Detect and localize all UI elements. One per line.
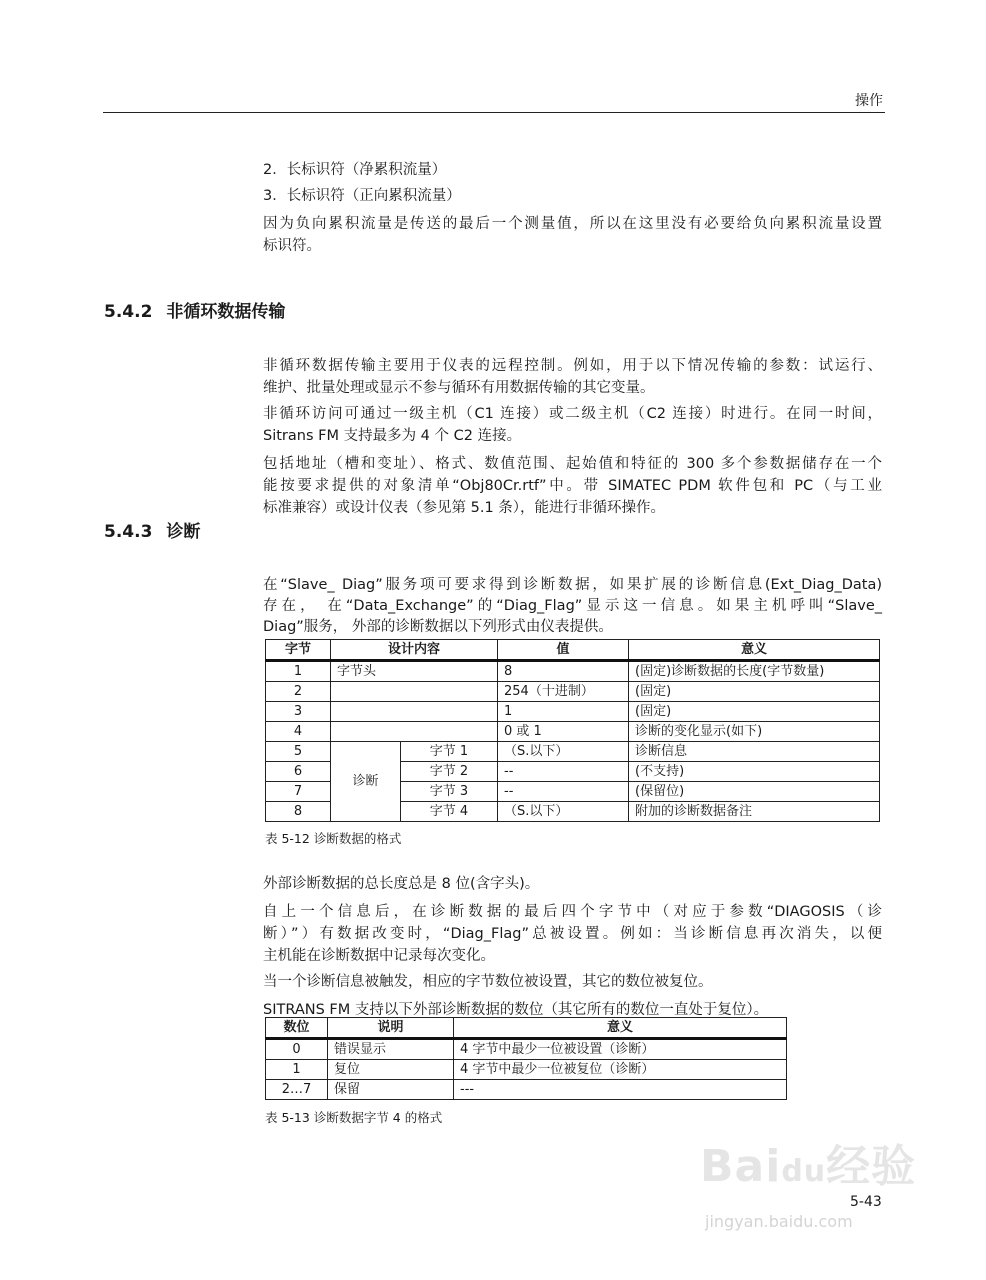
table-cell: 字节头 [331,661,498,682]
paragraph-line: 当一个诊断信息被触发，相应的字节数位被设置，其它的数位被复位。 [263,974,713,990]
baidu-watermark-url: jingyan.baidu.com [705,1212,853,1231]
paragraph-line: 标识符。 [263,238,321,254]
table-cell: (固定) [629,682,880,702]
paragraph-line: 因为负向累积流量是传送的最后一个测量值，所以在这里没有必要给负向累积流量设置 [263,216,882,232]
table-cell: 2 [266,682,331,702]
table-cell: 0 或 1 [498,722,629,742]
section-5-4-2-body [263,355,882,519]
table-cell: 保留 [328,1080,454,1100]
diagnostic-data-table [265,639,880,822]
table-cell: 6 [266,762,331,782]
table-cell [331,702,498,722]
table-row [266,1080,787,1100]
table-cell: 0 [266,1039,328,1060]
paragraph-line: 能按要求提供的对象清单“Obj80Cr.rtf”中。带 SIMATEC PDM 软件包和 PC（与工业 [263,478,882,494]
paragraph-line: 外部诊断数据的总长度总是 8 位(含字头)。 [263,876,540,892]
table-cell: 4 字节中最少一位被复位（诊断） [454,1060,787,1080]
table-caption: 表 5-13 诊断数据字节 4 的格式 [265,1110,443,1125]
table-cell [331,722,498,742]
table-row [266,661,880,682]
table-cell: -- [498,762,629,782]
table-cell: 字节 1 [401,742,498,762]
table-row [266,1060,787,1080]
column-header: 数位 [266,1018,328,1039]
paragraph-line: 自上一个信息后，在诊断数据的最后四个字节中（对应于参数“DIAGOSIS（诊 [263,904,882,920]
paragraph-line: 存在， 在“Data_Exchange”的“Diag_Flag”显示这一信息。如果主机呼叫“Slave_ [263,598,882,614]
table-cell: 复位 [328,1060,454,1080]
table-cell: 附加的诊断数据备注 [629,802,880,822]
table-row [266,1039,787,1060]
table-cell: (不支持) [629,762,880,782]
table-cell: 8 [266,802,331,822]
table-cell: (固定)诊断数据的长度(字节数量) [629,661,880,682]
heading-5-4-2 [104,297,299,322]
paragraph-line: Diag”服务， 外部的诊断数据以下列形式由仪表提供。 [263,619,613,635]
table-row [266,682,880,702]
column-header: 设计内容 [331,640,498,661]
table-cell: --- [454,1080,787,1100]
section-5-4-3-body [263,575,882,638]
column-header: 意义 [629,640,880,661]
column-header: 说明 [328,1018,454,1039]
table-cell: 字节 3 [401,782,498,802]
byte4-format-table [265,1017,787,1100]
list-item: 3．长标识符（正向累积流量） [263,188,461,204]
paragraph-line: 断）”）有数据改变时，“Diag_Flag”总被设置。例如：当诊断信息再次消失，以便 [263,926,882,942]
table-cell: 1 [266,1060,328,1080]
paragraph-line: 非循环数据传输主要用于仪表的远程控制。例如，用于以下情况传输的参数：试运行、 [263,358,882,374]
table-cell: 4 字节中最少一位被设置（诊断） [454,1039,787,1060]
heading-title: 非循环数据传输 [166,302,286,322]
table-cell: 诊断的变化显示(如下) [629,722,880,742]
table-cell: 1 [498,702,629,722]
header-section: 操作 [855,93,883,109]
table-cell: 诊断信息 [629,742,880,762]
paragraph-line: 非循环访问可通过一级主机（C1 连接）或二级主机（C2 连接）时进行。在同一时间， [263,406,882,422]
page-number: 5-43 [850,1194,882,1210]
table-cell: 字节 4 [401,802,498,822]
column-header: 意义 [454,1018,787,1039]
column-header: 字节 [266,640,331,661]
paragraph-line: 标准兼容）或设计仪表（参见第 5.1 条），能进行非循环操作。 [263,500,666,516]
header-rule [103,112,885,113]
heading-title: 诊断 [166,522,201,542]
paragraph-line: 主机能在诊断数据中记录每次变化。 [263,948,495,964]
heading-number: 5.4.2 [104,302,153,322]
table-cell: 254（十进制） [498,682,629,702]
table-cell: 5 [266,742,331,762]
intro-list [263,159,882,257]
table-cell: 2…7 [266,1080,328,1100]
column-header: 值 [498,640,629,661]
paragraph-line: Sitrans FM 支持最多为 4 个 C2 连接。 [263,428,522,444]
table-cell: 7 [266,782,331,802]
table-row [266,722,880,742]
table-header-row [266,640,880,661]
table-cell: 诊断 [331,742,401,822]
table-cell: 3 [266,702,331,722]
table-cell: (保留位) [629,782,880,802]
heading-number: 5.4.3 [104,522,153,542]
table-header-row [266,1018,787,1039]
table-cell: 4 [266,722,331,742]
table-cell [331,682,498,702]
paragraph-line: 在“Slave_ Diag”服务项可要求得到诊断数据，如果扩展的诊断信息(Ext_Diag_Data) [263,577,882,593]
table-cell: -- [498,782,629,802]
table-row [266,742,880,762]
heading-5-4-3 [104,517,214,542]
table-row [266,702,880,722]
paragraph-line: 维护、批量处理或显示不参与循环有用数据传输的其它变量。 [263,380,655,396]
table-cell: （S.以下） [498,802,629,822]
table-cell: 字节 2 [401,762,498,782]
table-cell: (固定) [629,702,880,722]
table-cell: 1 [266,661,331,682]
paragraph-line: SITRANS FM 支持以下外部诊断数据的数位（其它所有的数位一直处于复位）。 [263,1002,769,1018]
baidu-watermark-logo: Baidu经验 [700,1141,917,1192]
table-cell: 8 [498,661,629,682]
after-table-body [263,873,882,1021]
paragraph-line: 包括地址（槽和变址）、格式、数值范围、起始值和特征的 300 多个参数据储存在一个 [263,456,882,472]
table-cell: （S.以下） [498,742,629,762]
table-caption: 表 5-12 诊断数据的格式 [265,831,402,846]
list-item: 2．长标识符（净累积流量） [263,162,447,178]
table-cell: 错误显示 [328,1039,454,1060]
